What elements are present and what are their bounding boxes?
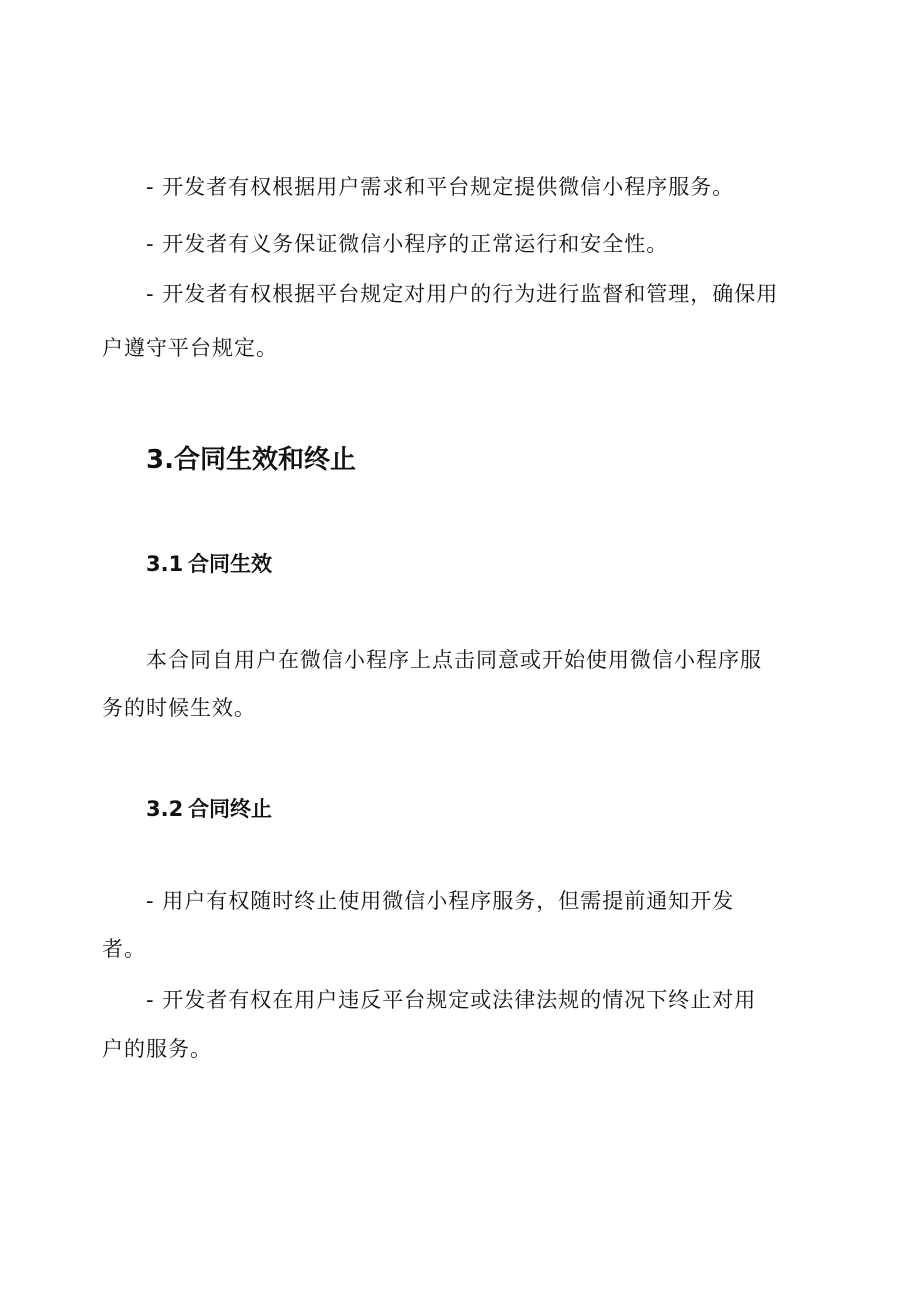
subsection-heading — [146, 794, 272, 824]
subsection-heading — [146, 549, 272, 579]
paragraph-line: 本合同自用户在微信小程序上点击同意或开始使用微信小程序服 — [146, 648, 762, 672]
subsection-title: 合同生效 — [188, 552, 272, 576]
list-item: - 开发者有权在用户违反平台规定或法律法规的情况下终止对用 — [146, 988, 757, 1012]
list-item-continuation: 者。 — [102, 937, 146, 961]
subsection-number: 3.1 — [146, 552, 184, 576]
paragraph-line: 务的时候生效。 — [102, 696, 256, 720]
subsection-number: 3.2 — [146, 797, 184, 821]
list-item: - 开发者有义务保证微信小程序的正常运行和安全性。 — [146, 232, 669, 256]
list-item-continuation: 户遵守平台规定。 — [102, 336, 278, 360]
list-item: - 用户有权随时终止使用微信小程序服务，但需提前通知开发 — [146, 889, 735, 913]
list-item-continuation: 户的服务。 — [102, 1037, 212, 1061]
subsection-title: 合同终止 — [188, 797, 272, 821]
list-item: - 开发者有权根据用户需求和平台规定提供微信小程序服务。 — [146, 175, 735, 199]
section-heading: 3.合同生效和终止 — [146, 445, 356, 475]
list-item: - 开发者有权根据平台规定对用户的行为进行监督和管理，确保用 — [146, 282, 779, 306]
